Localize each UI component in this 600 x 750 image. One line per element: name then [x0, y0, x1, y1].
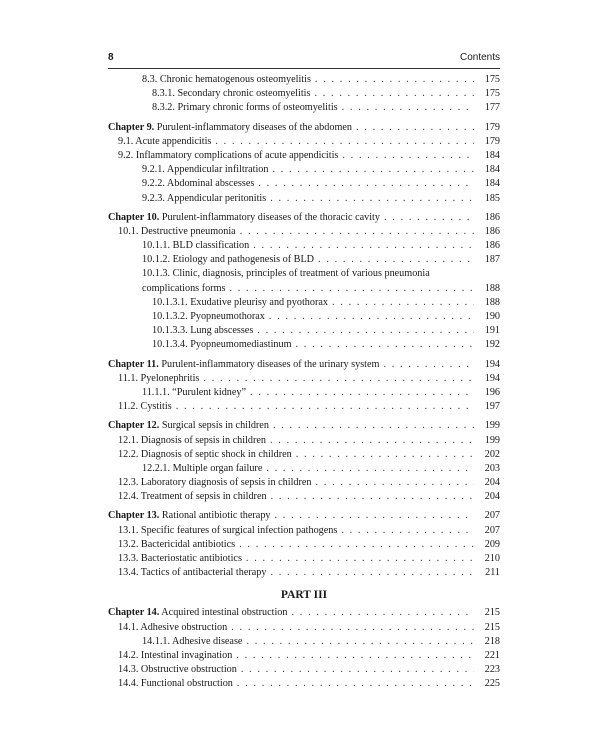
toc-entry[interactable]	[108, 490, 500, 504]
toc-entry-text: 10.1. Destructive pneumonia	[118, 225, 236, 237]
dot-leader	[338, 149, 474, 163]
dot-leader	[268, 163, 474, 177]
part-heading: PART III	[280, 589, 328, 602]
toc-entry-title	[118, 490, 474, 504]
toc-page-number: 185	[484, 192, 500, 204]
toc-page-number: 191	[484, 325, 500, 337]
toc-entry-text: 12.2. Diagnosis of septic shock in children	[118, 448, 292, 460]
toc-entry[interactable]	[108, 621, 500, 635]
toc-chapter-entry[interactable]	[108, 509, 500, 523]
toc-entry[interactable]	[108, 253, 500, 267]
toc-entry[interactable]	[108, 225, 500, 239]
toc-entry-text: Surgical sepsis in children	[159, 420, 269, 432]
toc-entry-title	[142, 163, 474, 177]
toc-entry-text: 10.1.3.1. Exudative pleurisy and pyothorax	[152, 296, 328, 308]
toc-entry[interactable]	[108, 386, 500, 400]
toc-entry[interactable]	[108, 239, 500, 253]
toc-entry-text: 10.1.3. Clinic, diagnosis, principles of treatment of various pneumonia	[142, 268, 430, 280]
toc-entry[interactable]	[108, 524, 500, 538]
toc-entry-title	[142, 192, 474, 206]
toc-entry-text: 10.1.3.3. Lung abscesses	[152, 325, 254, 337]
toc-entry-title	[118, 434, 474, 448]
toc-entry-text: 9.1. Acute appendicitis	[118, 135, 212, 147]
toc-entry-text: 12.4. Treatment of sepsis in children	[118, 491, 267, 503]
toc-entry-text: 10.1.2. Etiology and pathogenesis of BLD	[142, 254, 315, 266]
toc-entry-text: 13.2. Bactericidal antibiotics	[118, 538, 236, 550]
toc-entry-text: Purulent-inflammatory diseases of the urinary system	[158, 358, 380, 370]
dot-leader	[338, 101, 474, 115]
toc-entry[interactable]	[108, 324, 500, 338]
toc-entry-text: 14.2. Intestinal invagination	[118, 649, 233, 661]
toc-entry[interactable]	[108, 677, 500, 691]
toc-entry-title	[118, 135, 474, 149]
toc-entry-title	[142, 635, 474, 649]
toc-chapter-entry[interactable]	[108, 211, 500, 225]
toc-entry-title	[142, 267, 430, 281]
toc-entry-text: 8.3.1. Secondary chronic osteomyelitis	[152, 88, 311, 100]
toc-entry-title	[118, 649, 474, 663]
toc-page-number: 199	[484, 420, 500, 432]
chapter-label: Chapter 11.	[108, 358, 159, 370]
toc-entry[interactable]	[108, 282, 500, 296]
toc-page-number: 209	[484, 538, 500, 550]
dot-leader	[310, 87, 474, 101]
toc-chapter-entry[interactable]	[108, 121, 500, 135]
dot-leader	[265, 310, 474, 324]
dot-leader	[292, 448, 474, 462]
chapter-label: Chapter 9.	[108, 121, 155, 133]
toc-page-number: 175	[484, 88, 500, 100]
toc-entry-title	[152, 324, 474, 338]
toc-entry[interactable]	[108, 372, 500, 386]
toc-entry-title	[118, 448, 474, 462]
toc-entry[interactable]	[108, 649, 500, 663]
toc-entry-text: 9.2.1. Appendicular infiltration	[142, 164, 269, 176]
toc-entry[interactable]	[108, 635, 500, 649]
toc-page-number: 207	[484, 524, 500, 536]
toc-chapter-entry[interactable]	[108, 606, 500, 620]
dot-leader	[211, 135, 474, 149]
toc-entry-title	[118, 149, 474, 163]
toc-entry-title	[108, 419, 474, 433]
toc-entry[interactable]	[108, 400, 500, 414]
toc-entry-title	[118, 225, 474, 239]
toc-entry[interactable]	[108, 338, 500, 352]
toc-entry-text: 9.2. Inflammatory complications of acute appendicitis	[118, 149, 339, 161]
toc-entry[interactable]	[108, 310, 500, 324]
toc-entry-text: 11.1.1. “Purulent kidney”	[142, 386, 247, 398]
toc-page-number: 194	[484, 358, 500, 370]
toc-entry[interactable]	[108, 296, 500, 310]
table-of-contents	[108, 73, 500, 692]
toc-chapter-entry[interactable]	[108, 358, 500, 372]
toc-entry-text: 14.1.1. Adhesive disease	[142, 635, 243, 647]
toc-entry-title	[142, 73, 474, 87]
toc-entry-text: 8.3.2. Primary chronic forms of osteomyelitis	[152, 102, 338, 114]
toc-entry-title	[108, 509, 474, 523]
toc-entry-title	[118, 372, 474, 386]
toc-entry-title	[118, 621, 474, 635]
toc-entry[interactable]	[108, 566, 500, 580]
toc-entry-text: Purulent-inflammatory diseases of the thoracic cavity	[159, 211, 380, 223]
toc-entry-title	[142, 239, 474, 253]
toc-entry-text: 10.1.3.2. Pyopneumothorax	[152, 311, 265, 322]
toc-entry[interactable]	[108, 101, 500, 115]
toc-entry[interactable]	[108, 448, 500, 462]
running-title: Contents	[459, 52, 500, 63]
toc-entry-title	[108, 606, 474, 620]
toc-page-number: 218	[484, 635, 500, 647]
toc-entry-title	[118, 538, 474, 552]
toc-entry[interactable]	[108, 135, 500, 149]
toc-entry-text: 9.2.3. Appendicular peritonitis	[142, 192, 267, 204]
dot-leader	[288, 606, 475, 620]
dot-leader	[266, 566, 474, 580]
dot-leader	[266, 434, 474, 448]
toc-entry-text: 13.4. Tactics of antibacterial therapy	[118, 567, 267, 579]
toc-entry-title	[152, 296, 474, 310]
toc-page-number: 196	[484, 386, 500, 398]
toc-page-number: 225	[484, 678, 500, 690]
toc-page-number: 215	[484, 607, 500, 619]
dot-leader	[233, 677, 474, 691]
dot-leader	[267, 490, 474, 504]
toc-entry-text: 14.4. Functional obstruction	[118, 678, 233, 690]
dot-leader	[379, 358, 474, 372]
toc-entry[interactable]	[108, 149, 500, 163]
toc-entry-title	[118, 663, 474, 677]
toc-entry-text: 11.2. Cystitis	[118, 401, 172, 413]
dot-leader	[271, 509, 474, 523]
toc-entry-title	[142, 282, 474, 296]
toc-page-number: 221	[484, 649, 500, 661]
toc-entry-title	[118, 476, 474, 490]
toc-page-number: 223	[484, 664, 500, 676]
chapter-label: Chapter 10.	[108, 211, 160, 223]
dot-leader	[312, 476, 474, 490]
dot-leader	[236, 225, 474, 239]
toc-entry-title	[152, 338, 474, 352]
toc-page-number: 204	[484, 477, 500, 489]
toc-page-number: 188	[484, 282, 500, 294]
toc-page-number: 184	[484, 164, 500, 176]
toc-page-number: 184	[484, 178, 500, 190]
toc-entry-title	[118, 566, 474, 580]
dot-leader	[237, 663, 474, 677]
dot-leader	[328, 296, 474, 310]
chapter-label: Chapter 13.	[108, 510, 160, 522]
toc-page-number: 186	[484, 211, 500, 223]
toc-page-number: 210	[484, 553, 500, 564]
toc-entry-text: 14.3. Obstructive obstruction	[118, 664, 237, 676]
toc-entry-text: complications forms	[142, 282, 226, 294]
toc-entry-text: 9.2.2. Abdominal abscesses	[142, 178, 255, 190]
toc-entry[interactable]	[108, 177, 500, 191]
toc-entry-title	[118, 400, 474, 414]
toc-entry[interactable]	[108, 552, 500, 566]
toc-entry-title	[118, 552, 474, 566]
dot-leader	[242, 635, 474, 649]
chapter-label: Chapter 14.	[108, 607, 160, 619]
chapter-label: Chapter 12.	[108, 420, 160, 432]
toc-entry-title	[108, 358, 474, 372]
dot-leader	[235, 538, 474, 552]
dot-leader	[242, 552, 474, 566]
toc-entry-text: 12.2.1. Multiple organ failure	[142, 462, 263, 474]
toc-entry-title	[118, 677, 474, 691]
dot-leader	[269, 419, 474, 433]
dot-leader	[232, 649, 474, 663]
toc-page-number: 202	[484, 448, 500, 460]
toc-entry-title	[108, 121, 474, 135]
toc-entry-text: 13.1. Specific features of surgical infection pathogens	[118, 524, 338, 536]
toc-page-number: 194	[484, 372, 500, 384]
dot-leader	[311, 73, 474, 87]
dot-leader	[262, 462, 474, 476]
toc-entry[interactable]	[108, 267, 500, 281]
dot-leader	[172, 400, 474, 414]
toc-entry-text: 13.3. Bacteriostatic antibiotics	[118, 553, 242, 564]
toc-entry-title	[152, 87, 474, 101]
toc-page-number: 215	[484, 621, 500, 633]
toc-entry-title	[152, 101, 474, 115]
toc-entry-text: Acquired intestinal obstruction	[159, 607, 288, 619]
toc-entry[interactable]	[108, 462, 500, 476]
toc-entry-text: 8.3. Chronic hematogenous osteomyelitis	[142, 74, 311, 85]
dot-leader	[249, 239, 474, 253]
toc-page-number: 199	[484, 434, 500, 446]
toc-page-number: 186	[484, 240, 500, 252]
toc-page-number: 192	[484, 339, 500, 351]
toc-entry[interactable]	[108, 434, 500, 448]
toc-entry-text: 12.3. Laboratory diagnosis of sepsis in children	[118, 477, 312, 489]
toc-entry-title	[142, 253, 474, 267]
toc-entry[interactable]	[108, 73, 500, 87]
dot-leader	[337, 524, 474, 538]
dot-leader	[254, 177, 474, 191]
toc-page-number: 207	[484, 510, 500, 522]
toc-entry-text: 10.1.1. BLD classification	[142, 240, 250, 252]
toc-page-number: 204	[484, 491, 500, 503]
toc-entry-title	[142, 462, 474, 476]
toc-page-number: 177	[484, 102, 500, 114]
toc-page-number: 179	[484, 121, 500, 133]
dot-leader	[225, 282, 474, 296]
dot-leader	[246, 386, 474, 400]
dot-leader	[227, 621, 474, 635]
toc-entry[interactable]	[108, 163, 500, 177]
toc-entry-text: 11.1. Pyelonephritis	[118, 372, 200, 384]
dot-leader	[253, 324, 474, 338]
toc-entry-text: Rational antibiotic therapy	[159, 510, 271, 522]
toc-page-number: 203	[484, 462, 500, 474]
toc-entry[interactable]	[108, 87, 500, 101]
toc-page-number: 179	[484, 135, 500, 147]
toc-entry-text: 14.1. Adhesive obstruction	[118, 621, 228, 633]
toc-entry-text: 12.1. Diagnosis of sepsis in children	[118, 434, 266, 446]
toc-entry[interactable]	[108, 663, 500, 677]
toc-entry-title	[142, 386, 474, 400]
dot-leader	[352, 121, 474, 135]
toc-page-number: 211	[485, 567, 500, 579]
toc-page-number: 188	[484, 296, 500, 308]
toc-chapter-entry[interactable]	[108, 419, 500, 433]
toc-entry-title	[108, 211, 474, 225]
toc-entry[interactable]	[108, 192, 500, 206]
dot-leader	[199, 372, 474, 386]
page-number: 8	[108, 52, 114, 63]
page-header	[108, 51, 500, 69]
toc-page-number: 190	[484, 311, 500, 322]
toc-page-number: 197	[484, 401, 500, 413]
dot-leader	[314, 253, 474, 267]
toc-entry-title	[142, 177, 474, 191]
toc-page-number: 186	[484, 225, 500, 237]
toc-entry-title	[118, 524, 474, 538]
dot-leader	[266, 192, 474, 206]
dot-leader	[380, 211, 474, 225]
dot-leader	[292, 338, 474, 352]
toc-entry-title	[152, 310, 474, 324]
toc-entry-text: Purulent-inflammatory diseases of the abdomen	[154, 121, 352, 133]
toc-entry[interactable]	[108, 476, 500, 490]
toc-page-number: 187	[484, 254, 500, 266]
toc-page-number: 184	[484, 149, 500, 161]
toc-page-number: 175	[484, 74, 500, 85]
toc-entry-text: 10.1.3.4. Pyopneumomediastinum	[152, 339, 292, 351]
toc-entry[interactable]	[108, 538, 500, 552]
